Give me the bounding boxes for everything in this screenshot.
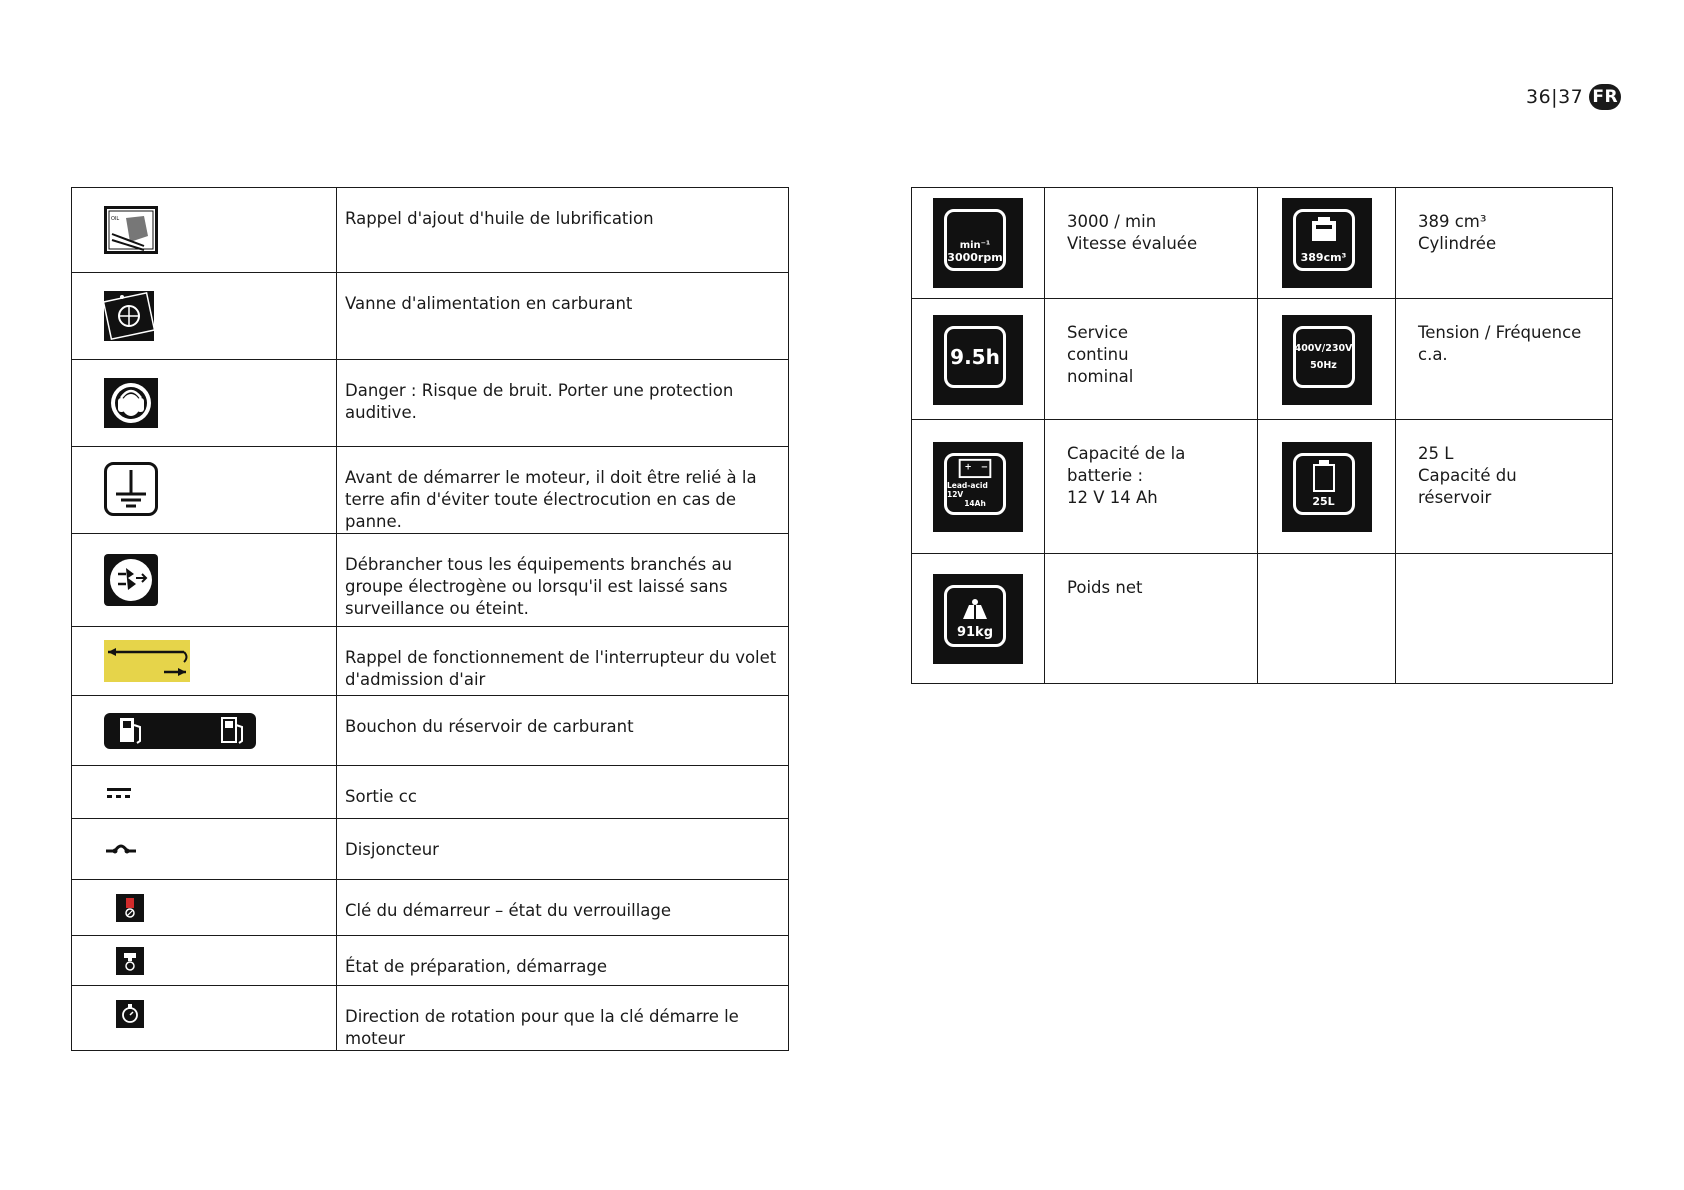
- spec-line: nominal: [1067, 367, 1134, 386]
- table-row: [912, 554, 1613, 684]
- rpm-icon: [933, 198, 1023, 288]
- fuel-cap-icon: [104, 713, 256, 749]
- table-row: [72, 819, 789, 880]
- table-row: [72, 627, 789, 696]
- specifications-table: [911, 187, 1613, 684]
- symbol-description: Avant de démarrer le moteur, il doit être relié à la terre afin d'éviter toute électrocution en cas de panne.: [337, 447, 789, 534]
- spec-line: c.a.: [1418, 345, 1448, 364]
- spec-value: [1045, 188, 1258, 299]
- key-ready-icon: [116, 947, 144, 975]
- symbol-description: Débrancher tous les équipements branchés au groupe électrogène ou lorsqu'il est laissé sans surveillance ou éteint.: [337, 534, 789, 627]
- battery-icon: [933, 442, 1023, 532]
- runtime-icon-label: 9.5h: [950, 345, 1000, 369]
- svg-text:OIL: OIL: [111, 216, 120, 222]
- spec-value: [1396, 299, 1613, 420]
- table-row: [912, 299, 1613, 420]
- tank-icon-label: 25L: [1312, 495, 1335, 508]
- choke-icon: [104, 640, 190, 682]
- table-row: [72, 936, 789, 986]
- symbol-description: Sortie cc: [337, 766, 789, 819]
- table-row: [72, 986, 789, 1051]
- spec-line: 25 L: [1418, 444, 1454, 463]
- symbol-description: Disjoncteur: [337, 819, 789, 880]
- displacement-icon: [1282, 198, 1372, 288]
- weight-icon-label: 91kg: [956, 625, 994, 640]
- table-row: [72, 534, 789, 627]
- spec-value: [1045, 420, 1258, 554]
- voltage-icon: [1282, 315, 1372, 405]
- spec-line: Capacité de la batterie :: [1067, 444, 1186, 485]
- spec-line: Tension / Fréquence: [1418, 323, 1582, 342]
- fuel-valve-icon: [104, 291, 154, 341]
- table-row: [72, 766, 789, 819]
- dc-output-icon: [104, 782, 134, 802]
- spec-line: continu: [1067, 345, 1129, 364]
- table-row: [72, 447, 789, 534]
- symbol-description: Direction de rotation pour que la clé démarre le moteur: [337, 986, 789, 1051]
- symbol-description: Clé du démarreur – état du verrouillage: [337, 880, 789, 936]
- language-badge: FR: [1589, 84, 1621, 110]
- key-rotation-icon: [116, 1000, 144, 1028]
- spec-line: Service: [1067, 323, 1128, 342]
- symbol-description: Bouchon du réservoir de carburant: [337, 696, 789, 766]
- table-row: [72, 360, 789, 447]
- ground-icon: [104, 462, 158, 516]
- spec-line: 389 cm³: [1418, 212, 1487, 231]
- battery-icon-label: Lead-acid 12V: [947, 481, 988, 499]
- tank-icon: [1282, 442, 1372, 532]
- rpm-icon-label: 3000rpm: [947, 251, 1003, 264]
- table-row: [72, 273, 789, 360]
- rpm-icon-sup: min⁻¹: [959, 240, 991, 251]
- page-number: [1526, 84, 1621, 110]
- battery-icon-sub: 14Ah: [964, 499, 986, 508]
- spec-value: [1045, 554, 1258, 684]
- spec-value: [1396, 188, 1613, 299]
- table-row: [72, 188, 789, 273]
- key-lock-icon: [116, 894, 144, 922]
- svg-text:−: −: [980, 462, 988, 473]
- weight-icon: [933, 574, 1023, 664]
- spec-line: 12 V 14 Ah: [1067, 488, 1158, 507]
- symbol-description: Rappel de fonctionnement de l'interrupteur du volet d'admission d'air: [337, 627, 789, 696]
- empty-cell: [1258, 554, 1396, 684]
- hearing-protection-icon: [104, 378, 158, 428]
- breaker-icon: [104, 839, 138, 859]
- table-row: [72, 696, 789, 766]
- svg-text:+: +: [964, 462, 972, 473]
- voltage-icon-sub: 50Hz: [1310, 360, 1337, 371]
- spec-line: Poids net: [1067, 578, 1143, 597]
- spec-line: 3000 / min: [1067, 212, 1157, 231]
- symbol-description: Danger : Risque de bruit. Porter une protection auditive.: [337, 360, 789, 447]
- spec-line: Capacité du réservoir: [1418, 466, 1517, 507]
- runtime-icon: [933, 315, 1023, 405]
- empty-cell: [1396, 554, 1613, 684]
- spec-line: Cylindrée: [1418, 234, 1497, 253]
- symbol-description: Rappel d'ajout d'huile de lubrification: [337, 188, 789, 273]
- table-row: [72, 880, 789, 936]
- symbol-description: Vanne d'alimentation en carburant: [337, 273, 789, 360]
- spec-value: [1045, 299, 1258, 420]
- table-row: [912, 420, 1613, 554]
- page-number-text: 36|37: [1526, 86, 1584, 108]
- voltage-icon-label: 400V/230V: [1294, 343, 1353, 354]
- symbols-table: [71, 187, 789, 1051]
- displacement-icon-label: 389cm³: [1300, 251, 1347, 264]
- oil-refill-icon: [104, 206, 158, 254]
- symbol-description: État de préparation, démarrage: [337, 936, 789, 986]
- spec-line: Vitesse évaluée: [1067, 234, 1198, 253]
- spec-value: [1396, 420, 1613, 554]
- unplug-icon: [104, 554, 158, 606]
- table-row: [912, 188, 1613, 299]
